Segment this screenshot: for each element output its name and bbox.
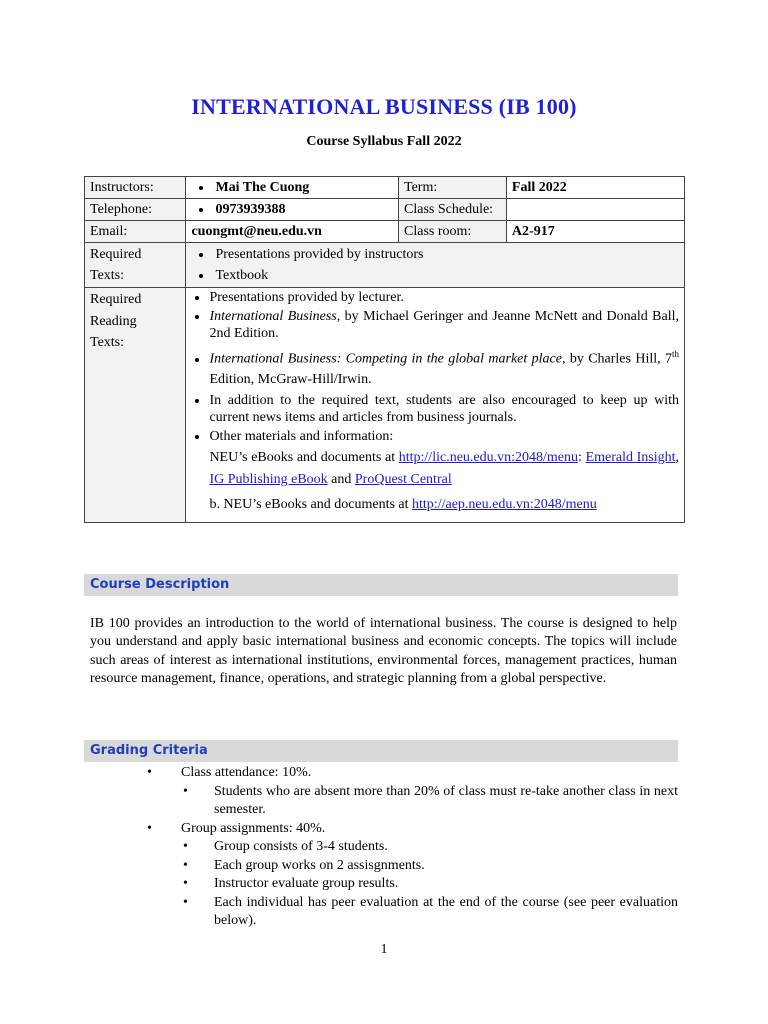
- list-item: • Group assignments: 40%.: [90, 820, 678, 839]
- document-subtitle: Course Syllabus Fall 2022: [306, 134, 462, 149]
- bullet-icon: •: [183, 783, 188, 799]
- list-item: • Other materials and information:: [209, 428, 679, 445]
- neu-lic-link[interactable]: http://lic.neu.edu.vn:2048/menu: [398, 449, 579, 465]
- course-description-heading: Course Description: [84, 574, 678, 596]
- list-item: • International Business, by Michael Geringer and Jeanne McNett and Donald Ball, 2nd Edition.: [209, 308, 679, 342]
- list-item: • Textbook: [213, 265, 679, 286]
- required-texts-cell: [186, 243, 685, 288]
- instructors-label: Instructors:: [85, 177, 186, 199]
- email-value: cuongmt@neu.edu.vn: [186, 221, 399, 243]
- list-item: • Presentations provided by instructors: [213, 244, 679, 265]
- list-item: • Class attendance: 10%.: [90, 764, 678, 783]
- neu-aep-link[interactable]: http://aep.neu.edu.vn:2048/menu: [412, 496, 597, 512]
- emerald-insight-link[interactable]: Emerald Insight: [585, 449, 676, 465]
- required-reading-cell: [186, 288, 685, 523]
- instructors-cell: [186, 177, 399, 199]
- telephone-label: Telephone:: [85, 199, 186, 221]
- table-row: [85, 243, 685, 288]
- bullet-icon: •: [147, 765, 152, 780]
- instructors-value: • Mai The Cuong: [213, 178, 393, 197]
- bullet-icon: •: [183, 839, 188, 854]
- list-item: • In addition to the required text, students are also encouraged to keep up with current news items and articles from business journals.: [209, 392, 679, 426]
- bullet-icon: •: [147, 820, 152, 836]
- table-row: [85, 177, 685, 199]
- course-description-text: IB 100 provides an introduction to the world of international business. The course is designed to help you understand and apply basic international business and economic concepts. The topics will include such areas of interest as international institutions, environmental forces, management practices, human resource management, finance, operations, and strategic planning from a global perspective.: [90, 616, 677, 686]
- list-item: • Group consists of 3-4 students.: [90, 838, 678, 857]
- required-texts-label: Required Texts:: [85, 243, 186, 288]
- document-title: INTERNATIONAL BUSINESS (IB 100): [191, 94, 577, 119]
- classroom-label: Class room:: [399, 221, 507, 243]
- list-item: • Presentations provided by lecturer.: [209, 289, 679, 306]
- grading-criteria-heading: Grading Criteria: [84, 740, 678, 762]
- table-row: [85, 288, 685, 523]
- telephone-cell: [186, 199, 399, 221]
- list-item: • Instructor evaluate group results.: [90, 875, 678, 894]
- neu-aep-line: b. NEU’s eBooks and documents at http://aep.neu.edu.vn:2048/menu: [209, 496, 597, 512]
- classroom-value: A2-917: [506, 221, 684, 243]
- term-value: Fall 2022: [506, 177, 684, 199]
- telephone-value: • 0973939388: [213, 200, 393, 219]
- list-item: • Students who are absent more than 20% of class must re-take another class in next semester.: [183, 783, 678, 817]
- grading-criteria-list: [90, 764, 678, 931]
- proquest-link[interactable]: ProQuest Central: [354, 471, 452, 487]
- list-item: • International Business: Competing in the global market place, by Charles Hill, 7th Edition, McGraw-Hill/Irwin.: [209, 344, 679, 390]
- class-schedule-label: Class Schedule:: [399, 199, 507, 221]
- page-number: 1: [380, 942, 388, 957]
- list-item: • Each group works on 2 assisgnments.: [90, 857, 678, 876]
- email-label: Email:: [85, 221, 186, 243]
- bullet-icon: •: [183, 894, 188, 910]
- neu-resources-line: NEU’s eBooks and documents at http://lic.neu.edu.vn:2048/menu: Emerald Insight, IG Publishing eBook and ProQuest Central: [209, 449, 680, 487]
- table-row: [85, 199, 685, 221]
- required-reading-label: Required Reading Texts:: [85, 288, 186, 523]
- course-info-table: [84, 176, 685, 523]
- ig-publishing-link[interactable]: IG Publishing eBook: [209, 471, 328, 487]
- bullet-icon: •: [183, 857, 188, 873]
- term-label: Term:: [399, 177, 507, 199]
- table-row: [85, 221, 685, 243]
- class-schedule-value: [506, 199, 684, 221]
- list-item: • Each individual has peer evaluation at the end of the course (see peer evaluation below).: [183, 894, 678, 928]
- bullet-icon: •: [183, 876, 188, 891]
